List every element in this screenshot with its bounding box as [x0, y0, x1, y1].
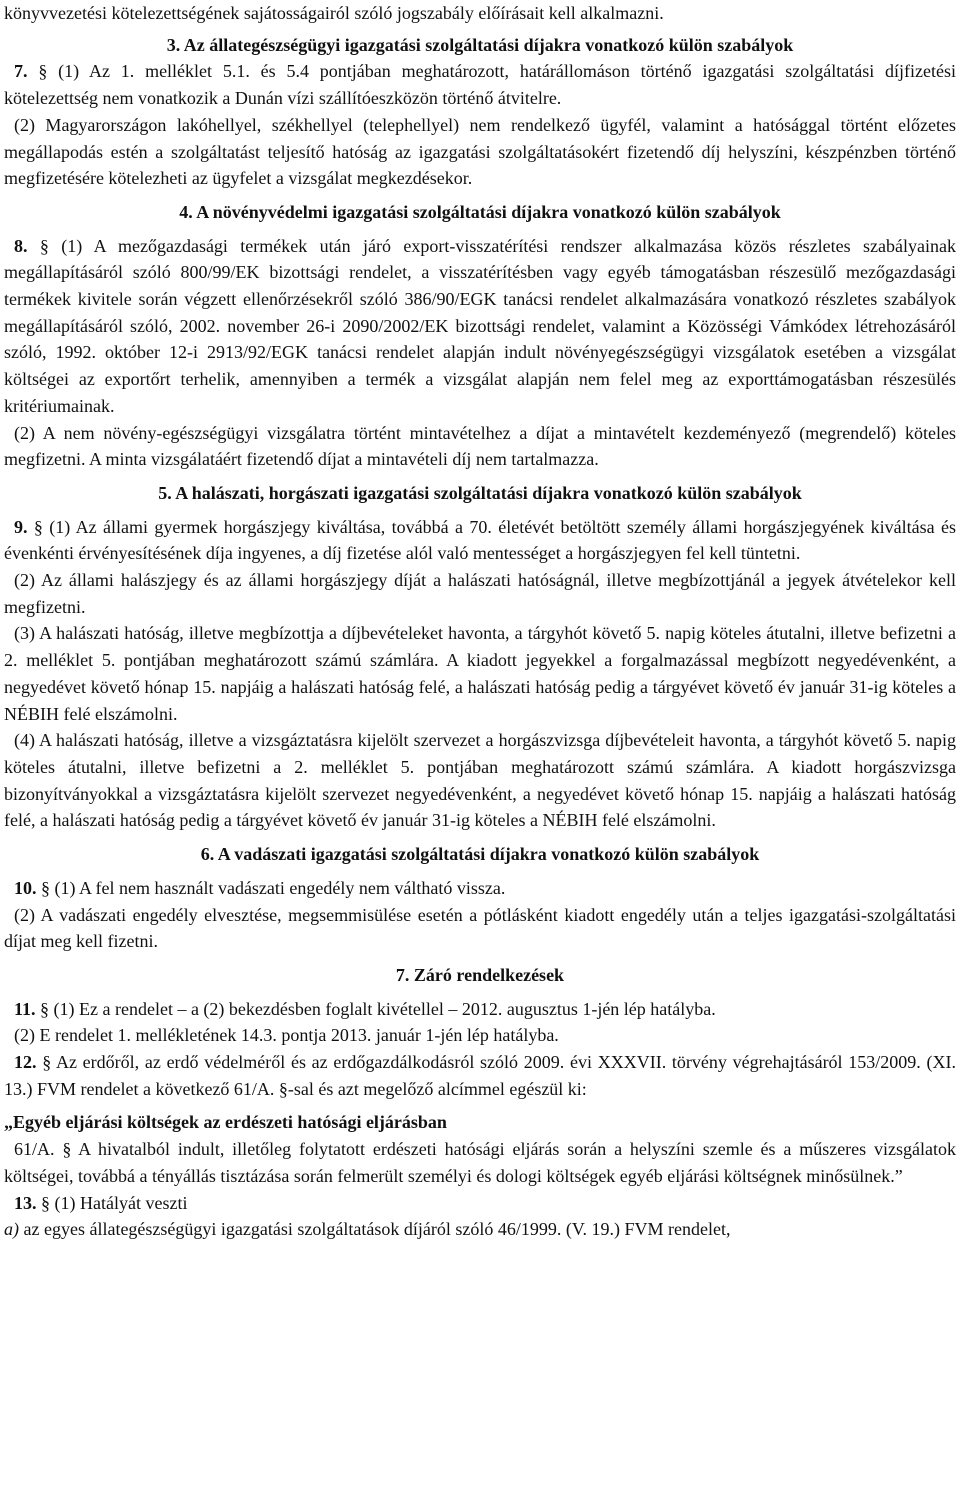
paragraph-continuation: könyvvezetési kötelezettségének sajátosságairól szóló jogszabály előírásait kell alkalmazni.	[4, 3, 664, 23]
paragraph-61a: 61/A. § A hivatalból indult, illetőleg folytatott erdészeti hatósági eljárás során a helyszíni szemle és a műszeres vizsgálatok költségei, továbbá a tényállás tisztázása során felmerült személyi és dologi költségek egyéb eljárási költségnek minősülnek.”	[4, 1139, 956, 1186]
paragraph-text: § (1) Ez a rendelet – a (2) bekezdésben foglalt kivétellel – 2012. augusztus 1-jén lép hatályba.	[35, 998, 716, 1019]
paragraph-7-2: (2) Magyarországon lakóhellyel, székhellyel (telephellyel) nem rendelkező ügyfél, valamint a hatósággal történt előzetes megállapodás estén a szolgáltatást teljesítő hatóság az igazgatási szolgáltatásokért fizetendő díj helyszíni, készpénzben történő megfizetésére kötelezheti az ügyfelet a vizsgálat megkezdésekor.	[4, 114, 956, 189]
inserted-subtitle: „Egyéb eljárási költségek az erdészeti hatósági eljárásban	[4, 1112, 447, 1133]
paragraph-text: § (1) Hatályát veszti	[36, 1192, 188, 1213]
section-number: 8.	[14, 235, 28, 256]
section-number: 13.	[14, 1192, 37, 1213]
paragraph-13-a	[4, 1216, 956, 1243]
paragraph-9-1	[4, 514, 956, 567]
section-heading-3: 3. Az állategészségügyi igazgatási szolgáltatási díjakra vonatkozó külön szabályok	[166, 34, 794, 55]
paragraph-11-2: (2) E rendelet 1. mellékletének 14.3. pontja 2013. január 1-jén lép hatályba.	[14, 1025, 559, 1046]
section-number: 10.	[14, 877, 37, 898]
section-number: 9.	[14, 516, 28, 537]
paragraph-9-4: (4) A halászati hatóság, illetve a vizsgáztatásra kijelölt szervezet a horgászvizsga díjbevételeit havonta, a tárgyhót követő 5. napig köteles átutalni, illetve befizetni a 2. melléklet 5. pontjában meghatározott számú számlára. A kiadott horgászvizsga bizonyítványokkal a vizsgáztatásra kijelölt szervezet negyedévenként, a negyedévet követő hónap 15. napjáig a halászati hatóság felé, a halászati hatóság pedig a tárgyévet követő év január 31-ig köteles a NÉBIH felé elszámolni.	[4, 730, 956, 831]
paragraph-text: § (1) Az 1. melléklet 5.1. és 5.4 pontjában meghatározott, határállomáson történő igazgatási szolgáltatási díjfizetési kötelezettség nem vonatkozik a Dunán vízi szállítóeszközön történő átvitelre.	[4, 61, 956, 109]
paragraph-9-3: (3) A halászati hatóság, illetve megbízottja a díjbevételeket havonta, a tárgyhót követő 5. napig köteles átutalni, illetve befizetni a 2. melléklet 5. pontjában meghatározott számú számlára. A kiadott jegyekkel a forgalmazással megbízott negyedévenként, a negyedévet követő hónap 15. napjáig a halászati hatóság felé, a halászati hatóság pedig a tárgyévet követő év január 31-ig köteles a NÉBIH felé elszámolni.	[4, 623, 956, 724]
paragraph-8-1	[4, 233, 956, 420]
paragraph-text: § (1) Az állami gyermek horgászjegy kiváltása, továbbá a 70. életévét betöltött személy állami horgászjegyének kiváltása és évenkénti érvényesítésének díja ingyenes, a díj fizetése alól való mentességet a horgászjegyen fel kell tüntetni.	[4, 516, 956, 564]
paragraph-text: az egyes állategészségügyi igazgatási szolgáltatások díjáról szóló 46/1999. (V. 19.) FVM rendelet,	[19, 1219, 731, 1240]
paragraph-13-1	[4, 1190, 956, 1217]
paragraph-11-1	[4, 996, 956, 1023]
section-heading-5: 5. A halászati, horgászati igazgatási szolgáltatási díjakra vonatkozó külön szabályok	[158, 482, 802, 503]
paragraph-12	[4, 1049, 956, 1102]
section-heading-7: 7. Záró rendelkezések	[395, 964, 565, 985]
section-heading-4: 4. A növényvédelmi igazgatási szolgáltatási díjakra vonatkozó külön szabályok	[179, 201, 781, 222]
paragraph-8-2: (2) A nem növény-egészségügyi vizsgálatra történt mintavételhez a díjat a mintavételt kezdeményező (megrendelő) köteles megfizetni. A minta vizsgálatáért fizetendő díjat a mintavételi díj nem tartalmazza.	[4, 422, 956, 470]
section-number: 12.	[14, 1052, 37, 1073]
paragraph-10-1	[4, 875, 956, 902]
paragraph-10-2: (2) A vadászati engedély elvesztése, megsemmisülése esetén a pótlásként kiadott engedély után a teljes igazgatási-szolgáltatási díjat meg kell fizetni.	[4, 904, 956, 952]
section-heading-6: 6. A vadászati igazgatási szolgáltatási díjakra vonatkozó külön szabályok	[200, 844, 760, 865]
point-label: a)	[4, 1219, 19, 1240]
paragraph-text: § Az erdőről, az erdő védelméről és az erdőgazdálkodásról szóló 2009. évi XXXVII. törvény végrehajtásáról 153/2009. (XI. 13.) FVM rendelet a következő 61/A. §-sal és azt megelőző alcímmel egészül ki:	[4, 1052, 956, 1099]
section-number: 11.	[14, 998, 36, 1019]
paragraph-9-2: (2) Az állami halászjegy és az állami horgászjegy díját a halászati hatóságnál, illetve megbízottjánál a jegyek átvételekor kell megfizetni.	[4, 570, 956, 617]
section-number: 7.	[14, 61, 28, 82]
paragraph-text: § (1) A fel nem használt vadászati engedély nem váltható vissza.	[36, 877, 506, 898]
paragraph-7-1	[4, 58, 956, 111]
paragraph-text: § (1) A mezőgazdasági termékek után járó export-visszatérítési rendszer alkalmazása közös részletes szabályainak megállapításáról szóló 800/99/EK bizottsági rendelet, a visszatérítésben vagy egyéb támogatásban részesülő mezőgazdasági termékek kivitele során végzett ellenőrzésekről szóló 386/90/EGK tanácsi rendelet alkalmazására vonatkozó részletes szabályok megállapításáról szóló, 2002. november 26-i 2090/2002/EK bizottsági rendelet, valamint a Közösségi Vámkódex létrehozásáról szóló, 1992. október 12-i 2913/92/EGK tanácsi rendelet alapján indult növényegészségügyi vizsgálatok esetében a vizsgálat költségei az exportőrt terhelik, amennyiben a termék a vizsgálat alapján nem felel meg az exporttámogatásban részesülés kritériumainak.	[4, 235, 956, 416]
